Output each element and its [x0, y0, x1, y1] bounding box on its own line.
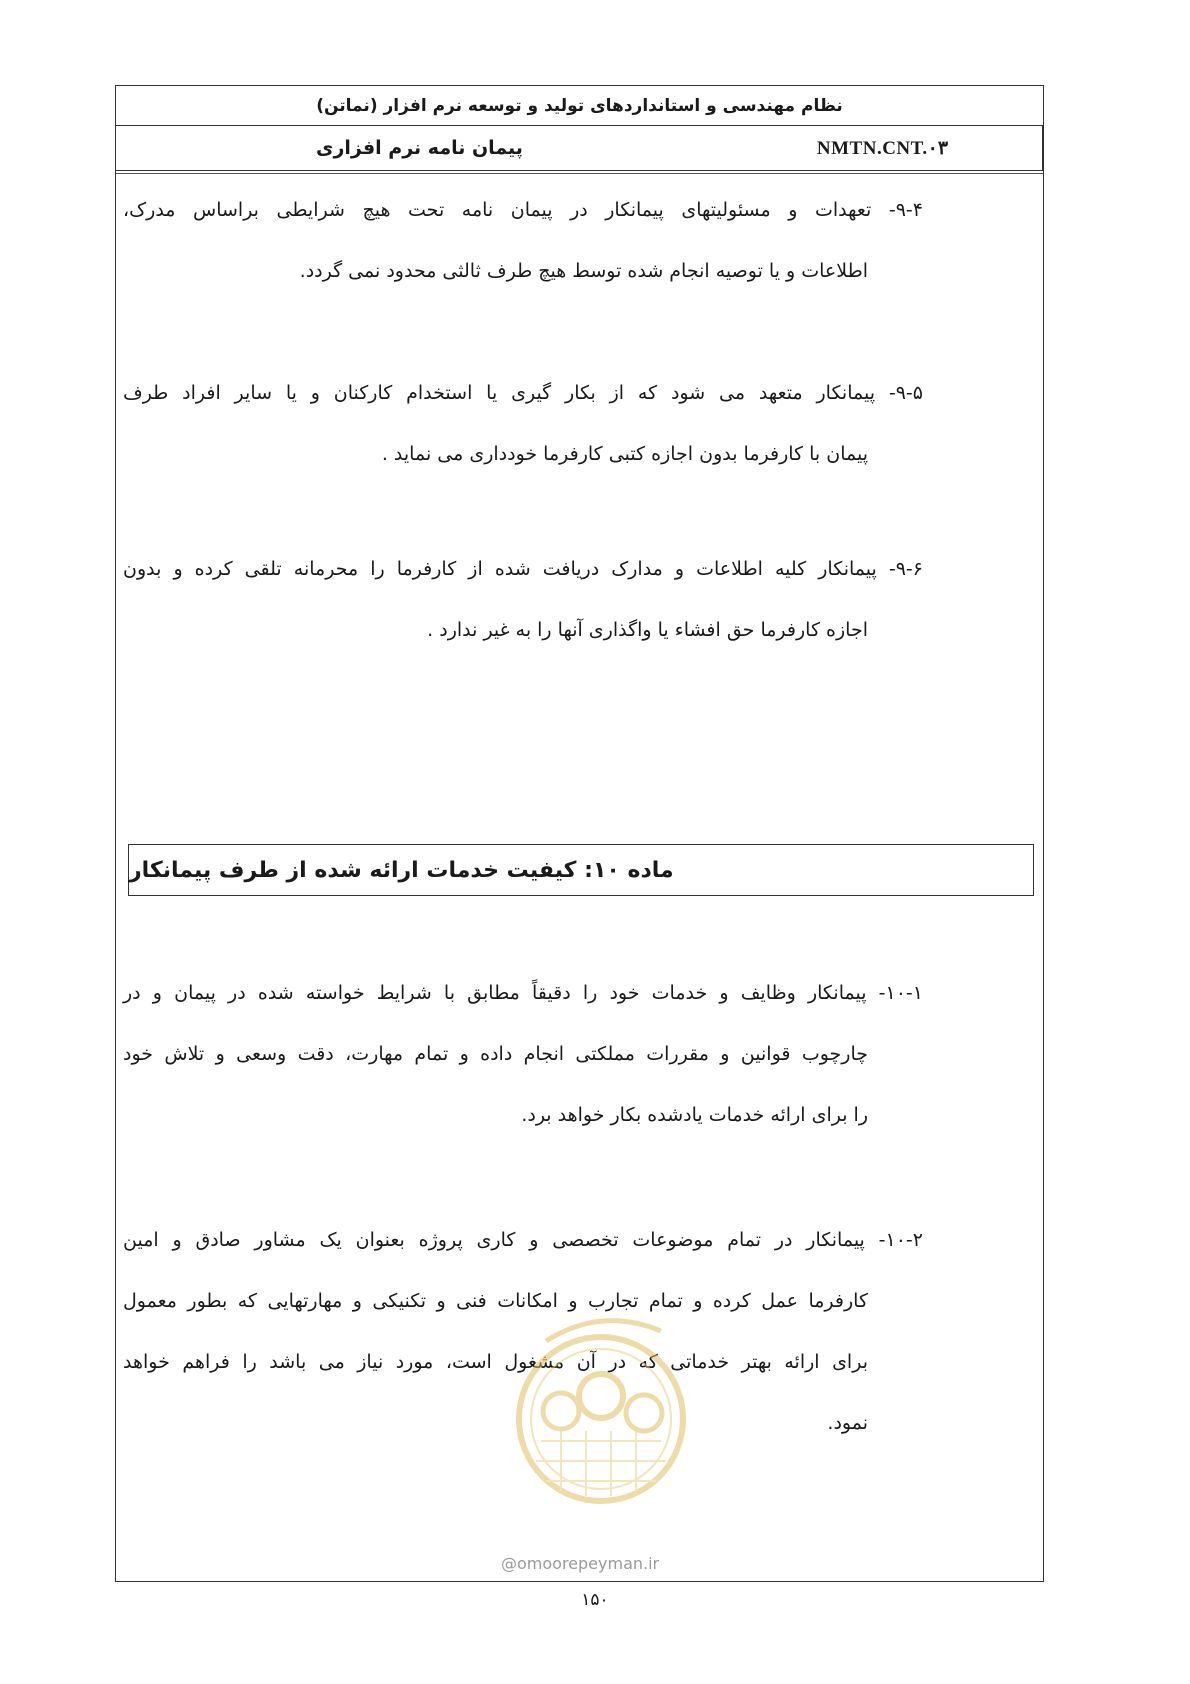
paragraph-line: ۹-۵- پیمانکار متعهد می شود که از بکار گیری یا استخدام کارکنان و یا سایر افراد طرف — [123, 382, 923, 404]
paragraph-line: ۹-۶- پیمانکار کلیه اطلاعات و مدارک دریافت شده از کارفرما را محرمانه تلقی کرده و بدون — [123, 558, 923, 580]
paragraph-line: پیمان با کارفرما بدون اجازه کتبی کارفرما خودداری می نماید . — [381, 443, 868, 465]
paragraph-9-5 — [123, 363, 923, 485]
header-info-row — [116, 126, 1043, 171]
paragraph-line: اطلاعات و یا توصیه انجام شده توسط هیچ طرف ثالثی محدود نمی گردد. — [299, 260, 868, 282]
paragraph-line: چارچوب قوانین و مقررات مملکتی انجام داده و تمام مهارت، دقت وسعی و تلاش خود — [123, 1043, 868, 1065]
paragraph-line: اجازه کارفرما حق افشاء یا واگذاری آنها را به غیر ندارد . — [427, 619, 868, 641]
paragraph-line: ۹-۴- تعهدات و مسئولیتهای پیمانکار در پیمان نامه تحت هیچ شرایطی براساس مدرک، — [123, 199, 923, 221]
paragraph-line: ۱۰-۱- پیمانکار وظایف و خدمات خود را دقیقاً مطابق با شرایط خواسته شده در پیمان و در — [123, 982, 923, 1004]
seal-logo-icon — [486, 1291, 716, 1521]
doc-code: NMTN.CNT.۰۳ — [723, 126, 1043, 170]
section-heading-box — [128, 844, 1034, 896]
document-header — [116, 86, 1043, 171]
paragraph-line: ۱۰-۲- پیمانکار در تمام موضوعات تخصصی و کاری پروژه بعنوان یک مشاور صادق و امین — [123, 1229, 923, 1251]
page-number: ۱۵۰ — [581, 1590, 609, 1610]
page-frame — [115, 85, 1044, 1582]
doc-title: پیمان نامه نرم افزاری — [316, 137, 523, 159]
paragraph-line: کارفرما عمل کرده و تمام تجارب و امکانات فنی و تکنیکی و مهارتهایی که بطور معمول — [123, 1290, 868, 1312]
paragraph-10-1 — [123, 963, 923, 1146]
watermark-url: @omoorepeyman.ir — [501, 1554, 660, 1573]
paragraph-line: برای ارائه بهتر خدماتی که در آن مشغول است، مورد نیاز می باشد را فراهم خواهد — [123, 1351, 868, 1373]
section-title: ماده ۱۰: کیفیت خدمات ارائه شده از طرف پیمانکار — [129, 857, 674, 883]
org-title: نظام مهندسی و استانداردهای تولید و توسعه نرم افزار (نماتن) — [116, 86, 1043, 126]
paragraph-9-6 — [123, 539, 923, 661]
paragraph-line: را برای ارائه خدمات یادشده بکار خواهد برد. — [521, 1104, 868, 1126]
header-divider — [116, 173, 1043, 174]
paragraph-line: نمود. — [827, 1412, 868, 1434]
paragraph-9-4 — [123, 180, 923, 302]
